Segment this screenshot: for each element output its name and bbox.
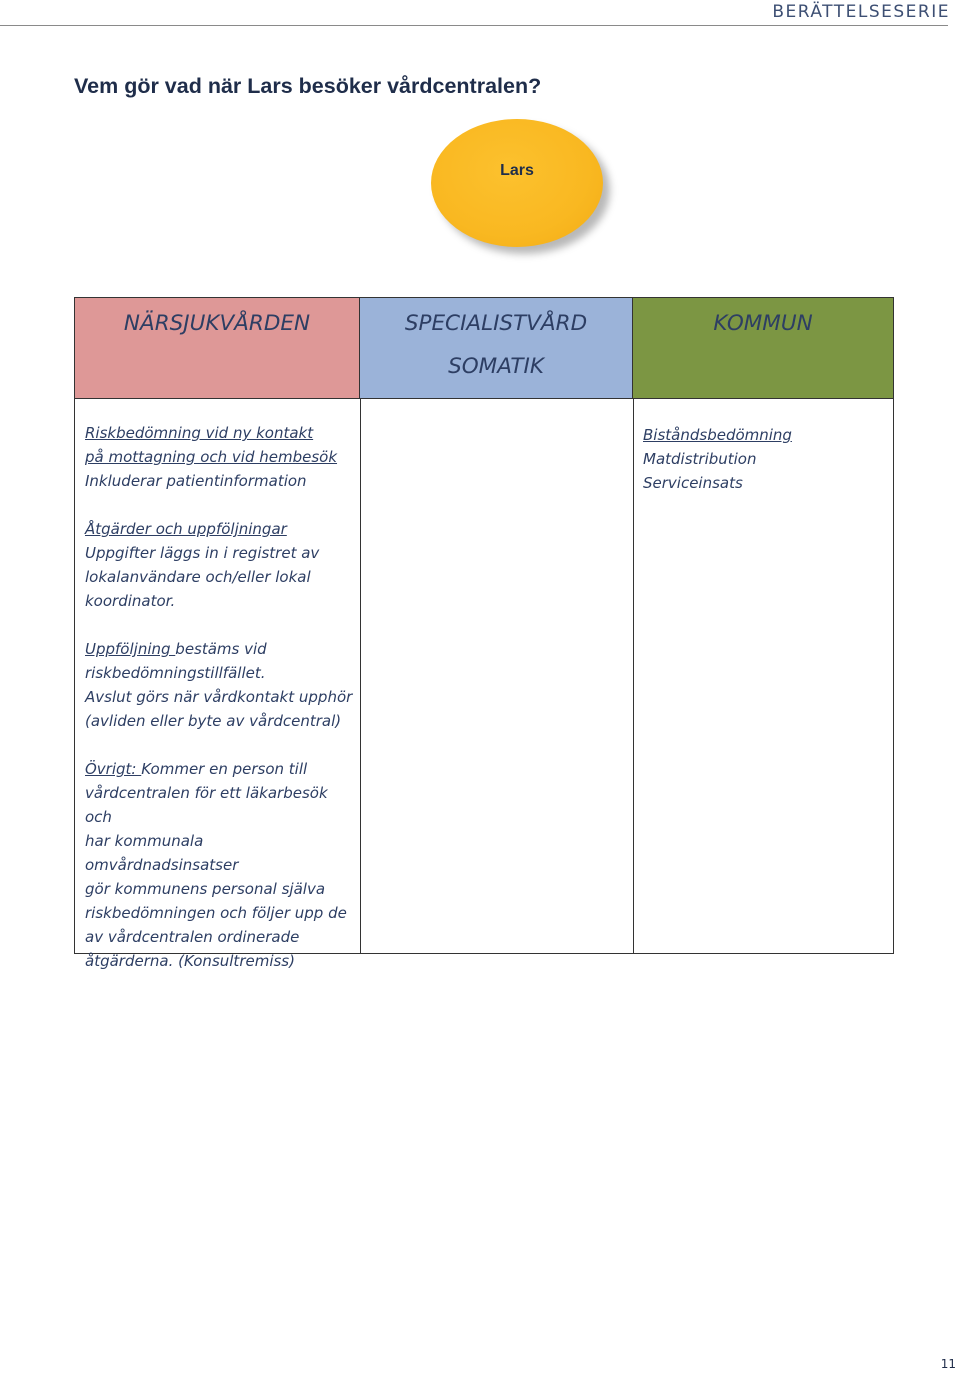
page-title: Vem gör vad när Lars besöker vårdcentralen?	[74, 74, 542, 98]
section-heading: Övrigt:	[85, 760, 142, 778]
person-label: Lars	[500, 162, 534, 179]
text-line: på mottagning och vid hembesök	[85, 448, 338, 466]
section-heading: Uppföljning	[85, 640, 176, 658]
column-header-narsjukvarden	[75, 298, 360, 398]
text-line: riskbedömningstillfället.	[85, 664, 266, 682]
text-line: vårdcentralen för ett läkarbesök och	[85, 784, 328, 826]
text-line: (avliden eller byte av vårdcentral)	[85, 712, 342, 730]
text-line: gör kommunens personal själva	[85, 880, 326, 898]
header-rule	[0, 25, 948, 26]
text-line: Matdistribution	[643, 450, 757, 468]
kommun-cell	[643, 423, 888, 495]
column-title: NÄRSJUKVÅRDEN	[123, 311, 311, 336]
text-line: Serviceinsats	[643, 474, 743, 492]
responsibility-table	[74, 297, 894, 970]
column-divider	[360, 398, 361, 953]
text-line: bestäms vid	[175, 640, 267, 658]
text-line: Inkluderar patientinformation	[85, 472, 307, 490]
text-line: Uppgifter läggs in i registret av	[85, 544, 320, 562]
text-line: åtgärderna. (Konsultremiss)	[85, 952, 295, 970]
text-line: av vårdcentralen ordinerade	[85, 928, 300, 946]
column-title-line2: SOMATIK	[448, 354, 544, 379]
section-heading: Biståndsbedömning	[643, 426, 792, 444]
text-line: har kommunala omvårdnadsinsatser	[85, 832, 239, 874]
text-line: koordinator.	[85, 592, 176, 610]
section-heading: Åtgärder och uppföljningar	[85, 520, 287, 538]
text-line: riskbedömningen och följer upp de	[85, 904, 347, 922]
column-title-line1: SPECIALISTVÅRD	[404, 311, 588, 336]
column-title: KOMMUN	[713, 311, 813, 336]
column-divider	[633, 398, 634, 953]
text-line: Kommer en person till	[141, 760, 308, 778]
person-ellipse	[431, 119, 603, 247]
narsjukvarden-cell	[85, 421, 357, 973]
column-header-specialistvard	[360, 298, 633, 398]
series-label: BERÄTTELSESERIE	[772, 2, 950, 22]
page-number: 11	[940, 1357, 956, 1371]
header-divider	[75, 398, 893, 399]
text-line: lokalanvändare och/eller lokal	[85, 568, 311, 586]
text-line: Avslut görs när vårdkontakt upphör	[85, 688, 353, 706]
column-header-kommun	[633, 298, 893, 398]
text-line: Riskbedömning vid ny kontakt	[85, 424, 314, 442]
